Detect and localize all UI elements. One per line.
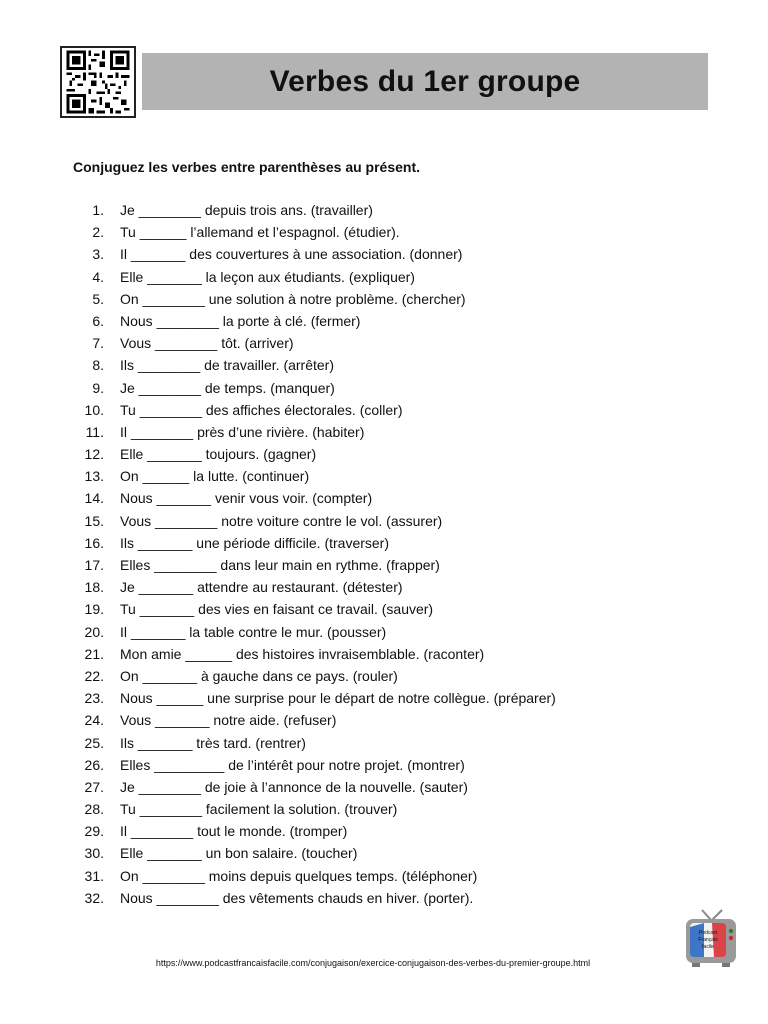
exercise-item	[80, 865, 556, 887]
exercise-number: 12.	[84, 446, 104, 463]
exercise-sentence: Ils _______ très tard. (rentrer)	[120, 734, 306, 751]
exercise-number: 24.	[84, 712, 104, 729]
exercise-item	[80, 332, 556, 354]
exercise-item	[80, 709, 556, 731]
exercise-sentence: Nous ______ une surprise pour le départ de notre collègue. (préparer)	[120, 690, 556, 707]
exercise-item	[80, 465, 556, 487]
exercise-item	[80, 576, 556, 598]
exercise-item	[80, 532, 556, 554]
exercise-number: 10.	[84, 401, 104, 418]
exercise-item	[80, 266, 556, 288]
exercise-sentence: On _______ à gauche dans ce pays. (rouler)	[120, 667, 398, 684]
exercise-item	[80, 798, 556, 820]
exercise-number: 21.	[84, 645, 104, 662]
exercise-sentence: Nous _______ venir vous voir. (compter)	[120, 490, 373, 507]
exercise-item	[80, 643, 556, 665]
exercise-number: 20.	[84, 623, 104, 640]
exercise-item	[80, 421, 556, 443]
exercise-sentence: Nous ________ des vêtements chauds en hiver. (porter).	[120, 889, 474, 906]
exercise-number: 22.	[84, 667, 104, 684]
exercise-sentence: Vous _______ notre aide. (refuser)	[120, 712, 337, 729]
exercise-sentence: Nous ________ la porte à clé. (fermer)	[120, 312, 361, 329]
exercise-sentence: Il ________ tout le monde. (tromper)	[120, 823, 348, 840]
exercise-sentence: Mon amie ______ des histoires invraisemblable. (raconter)	[120, 645, 485, 662]
exercise-item	[80, 754, 556, 776]
exercise-sentence: Elle _______ la leçon aux étudiants. (expliquer)	[120, 268, 415, 285]
exercise-number: 29.	[84, 823, 104, 840]
exercise-sentence: Ils _______ une période difficile. (traverser)	[120, 534, 390, 551]
exercise-item	[80, 732, 556, 754]
logo-text-1: Podcast	[698, 930, 718, 936]
page-title: Verbes du 1er groupe	[269, 64, 581, 98]
exercise-number: 23.	[84, 690, 104, 707]
exercise-number: 6.	[92, 312, 104, 329]
title-bar	[142, 53, 708, 110]
exercise-sentence: Elle _______ toujours. (gagner)	[120, 446, 317, 463]
exercise-sentence: On ______ la lutte. (continuer)	[120, 468, 310, 485]
exercise-number: 18.	[84, 579, 104, 596]
exercise-number: 2.	[92, 224, 104, 241]
exercise-item	[80, 554, 556, 576]
exercise-number: 16.	[84, 534, 104, 551]
instruction-text: Conjuguez les verbes entre parenthèses au présent.	[73, 159, 421, 175]
exercise-sentence: Il _______ la table contre le mur. (pousser)	[120, 623, 387, 640]
exercise-item	[80, 687, 556, 709]
exercise-number: 25.	[84, 734, 104, 751]
exercise-number: 28.	[84, 801, 104, 818]
exercise-sentence: Je ________ depuis trois ans. (travailler)	[120, 202, 373, 218]
exercise-item	[80, 399, 556, 421]
exercise-number: 32.	[84, 889, 104, 906]
logo-text-2: Français	[698, 937, 718, 943]
exercise-sentence: Je ________ de temps. (manquer)	[120, 379, 335, 396]
exercise-sentence: Je ________ de joie à l’annonce de la nouvelle. (sauter)	[120, 778, 468, 795]
exercise-sentence: Vous ________ notre voiture contre le vol. (assurer)	[120, 512, 443, 529]
exercise-number: 15.	[84, 512, 104, 529]
source-url-link[interactable]: https://www.podcastfrancaisfacile.com/conjugaison/exercice-conjugaison-des-verbes-du-premier-groupe.html	[155, 958, 591, 968]
footer-link-container	[0, 958, 768, 968]
exercise-number: 26.	[84, 756, 104, 773]
exercise-item	[80, 354, 556, 376]
exercise-number: 19.	[84, 601, 104, 618]
exercise-number: 5.	[92, 290, 104, 307]
exercise-item	[80, 487, 556, 509]
exercise-item	[80, 288, 556, 310]
exercise-number: 17.	[84, 557, 104, 573]
exercise-sentence: Elles _________ de l’intérêt pour notre projet. (montrer)	[120, 756, 465, 773]
exercise-sentence: Tu ______ l’allemand et l’espagnol. (étudier).	[120, 224, 400, 241]
exercise-item	[80, 310, 556, 332]
exercise-sentence: Vous ________ tôt. (arriver)	[120, 335, 294, 352]
exercise-item	[80, 820, 556, 842]
exercise-item	[80, 377, 556, 399]
exercise-sentence: Il _______ des couvertures à une association. (donner)	[120, 246, 463, 263]
qr-code	[60, 46, 136, 118]
exercise-number: 14.	[84, 490, 104, 507]
exercise-item	[80, 510, 556, 532]
exercise-item	[80, 199, 556, 221]
exercise-sentence: Ils ________ de travailler. (arrêter)	[120, 357, 334, 374]
exercise-sentence: Elle _______ un bon salaire. (toucher)	[120, 845, 358, 862]
exercise-item	[80, 243, 556, 265]
exercise-sentence: Je _______ attendre au restaurant. (détester)	[120, 579, 403, 596]
exercise-item	[80, 621, 556, 643]
exercise-list	[80, 199, 556, 909]
exercise-sentence: Tu _______ des vies en faisant ce travail. (sauver)	[120, 601, 434, 618]
exercise-number: 27.	[84, 778, 104, 795]
exercise-item	[80, 776, 556, 798]
exercise-number: 9.	[92, 379, 104, 396]
exercise-number: 7.	[92, 335, 104, 352]
exercise-sentence: Il ________ près d’une rivière. (habiter)	[120, 423, 365, 440]
exercise-item	[80, 443, 556, 465]
exercise-number: 1.	[92, 202, 104, 218]
exercise-item	[80, 665, 556, 687]
exercise-number: 31.	[84, 867, 104, 884]
exercise-number: 13.	[84, 468, 104, 485]
exercise-number: 30.	[84, 845, 104, 862]
exercise-item	[80, 221, 556, 243]
exercise-sentence: Tu ________ des affiches électorales. (coller)	[120, 401, 403, 418]
exercise-number: 8.	[92, 357, 104, 374]
exercise-number: 11.	[85, 423, 104, 440]
logo-text-3: facile	[702, 944, 714, 950]
exercise-item	[80, 842, 556, 864]
exercise-number: 4.	[92, 268, 104, 285]
exercise-item	[80, 598, 556, 620]
exercise-sentence: Elles ________ dans leur main en rythme. (frapper)	[120, 557, 440, 573]
exercise-sentence: On ________ une solution à notre problème. (chercher)	[120, 290, 466, 307]
exercise-sentence: On ________ moins depuis quelques temps. (téléphoner)	[120, 867, 478, 884]
exercise-sentence: Tu ________ facilement la solution. (trouver)	[120, 801, 398, 818]
exercise-number: 3.	[92, 246, 104, 263]
exercise-item	[80, 887, 556, 909]
qr-code-icon	[62, 48, 134, 116]
